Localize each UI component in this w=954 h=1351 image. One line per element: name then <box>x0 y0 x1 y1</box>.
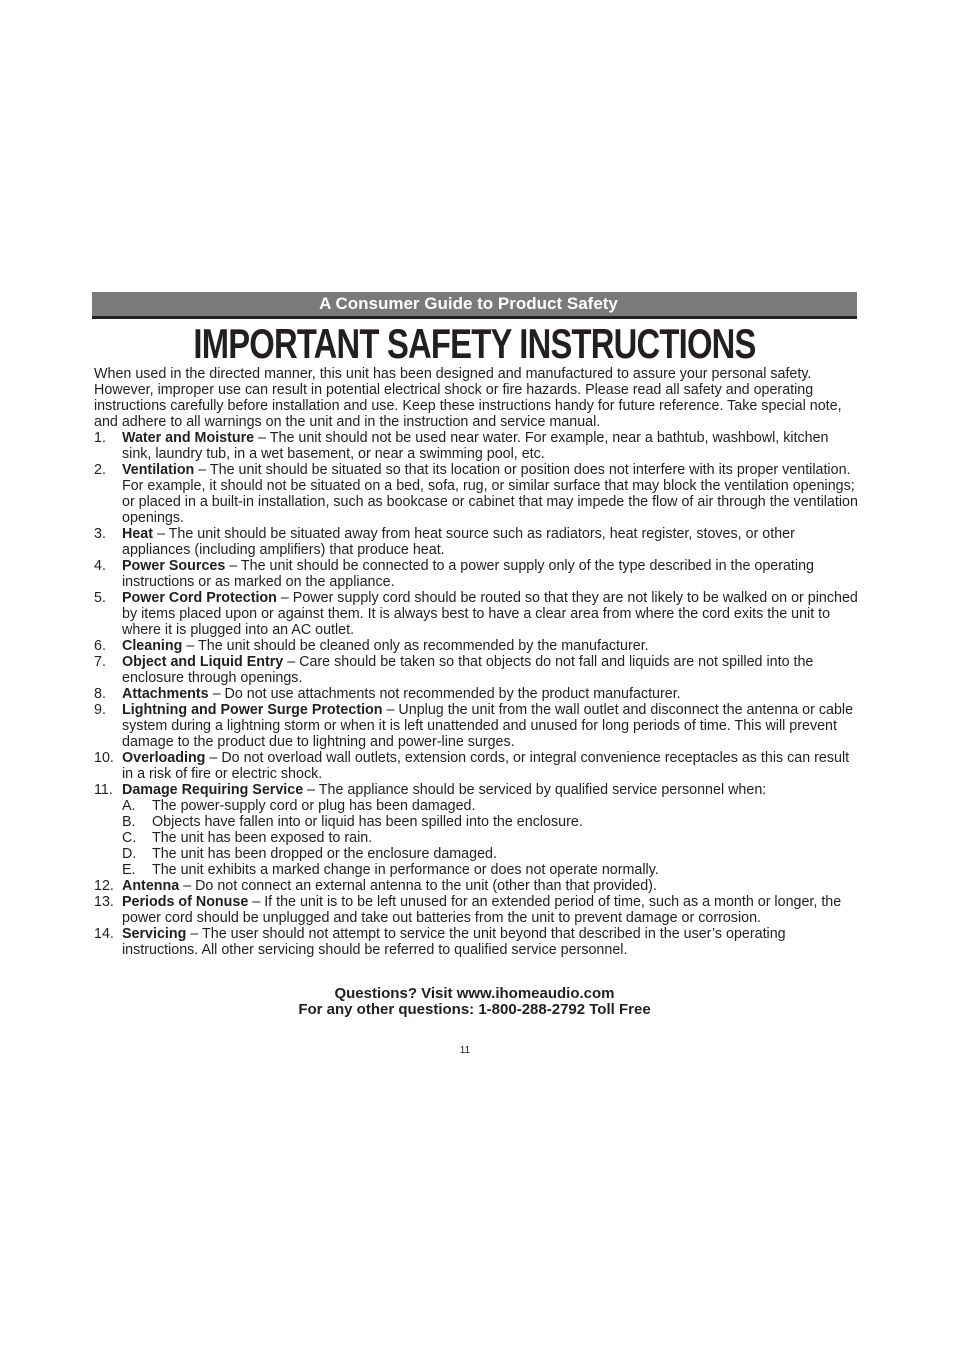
instruction-item <box>94 654 858 686</box>
item-title: Lightning and Power Surge Protection <box>122 702 383 718</box>
item-text: – The unit should not be used near water. For example, near a bathtub, washbowl, kitchen sink, laundry tub, in a wet basement, or near a swimming pool, etc. <box>122 430 829 462</box>
sub-item-text: Objects have fallen into or liquid has been spilled into the enclosure. <box>152 814 583 830</box>
website-line: Questions? Visit www.ihomeaudio.com <box>334 985 615 1002</box>
instruction-item <box>94 878 858 894</box>
item-title: Ventilation <box>122 462 195 478</box>
instruction-item <box>94 702 858 750</box>
item-title: Periods of Nonuse <box>122 894 249 910</box>
item-text: – The unit should be connected to a power supply only of the type described in the operating instructions or as marked on the appliance. <box>122 558 814 590</box>
item-text: – The user should not attempt to service the unit beyond that described in the user’s operating instructions. All other servicing should be referred to qualified service personnel. <box>122 926 786 958</box>
sub-item-text: The power-supply cord or plug has been damaged. <box>152 798 476 814</box>
instruction-item <box>94 430 858 462</box>
instruction-item <box>94 686 858 702</box>
page-number: 11 <box>459 1045 471 1056</box>
item-title: Antenna <box>122 878 180 894</box>
item-text: – Do not use attachments not recommended by the product manufacturer. <box>208 686 681 702</box>
sub-item-letter: C. <box>122 830 137 846</box>
item-number: 14. <box>94 926 114 942</box>
contact-footer <box>92 986 857 1018</box>
sub-item-letter: E. <box>122 862 136 878</box>
item-number: 7. <box>94 654 106 670</box>
instruction-item <box>94 590 858 638</box>
item-title: Attachments <box>122 686 209 702</box>
instruction-item <box>94 638 858 654</box>
item-text: – Do not overload wall outlets, extension cords, or integral convenience receptacles as this can result in a risk of fire or electric shock. <box>122 750 850 782</box>
banner-title: A Consumer Guide to Product Safety <box>319 294 618 313</box>
item-title: Servicing <box>122 926 187 942</box>
sub-item-text: The unit exhibits a marked change in performance or does not operate normally. <box>152 862 659 878</box>
item-title: Water and Moisture <box>122 430 255 446</box>
item-text: – The unit should be situated so that its location or position does not interfere with its proper ventilation. For example, it should not be situated on a bed, sofa, rug, or similar surface that may block the ventilation openings; or placed in a built-in installation, such as bookcase or cabinet that may impede the flow of air through the ventilation openings. <box>122 462 858 526</box>
intro-paragraph: When used in the directed manner, this unit has been designed and manufactured to assure your personal safety. However, improper use can result in potential electrical shock or fire hazards. Please read all safety and operating instructions carefully before installation and use. Keep these instructions handy for future reference. Take special note, and adhere to all warnings on the unit and in the instruction and service manual. <box>94 366 842 430</box>
instruction-item <box>94 750 858 782</box>
item-text: – If the unit is to be left unused for an extended period of time, such as a month or longer, the power cord should be unplugged and take out batteries from the unit to prevent damage or corrosion. <box>122 894 842 926</box>
sub-list <box>122 798 858 878</box>
item-number: 1. <box>94 430 106 446</box>
item-number: 13. <box>94 894 114 910</box>
item-title: Overloading <box>122 750 206 766</box>
instruction-item <box>94 526 858 558</box>
item-title: Power Cord Protection <box>122 590 277 606</box>
sub-item <box>122 830 858 846</box>
instruction-item <box>94 926 858 958</box>
item-number: 10. <box>94 750 114 766</box>
sub-item <box>122 798 858 814</box>
item-number: 12. <box>94 878 114 894</box>
instructions-list <box>94 430 858 958</box>
item-text: – Care should be taken so that objects do not fall and liquids are not spilled into the enclosure through openings. <box>122 654 814 686</box>
item-number: 11. <box>94 782 113 798</box>
item-title: Object and Liquid Entry <box>122 654 284 670</box>
item-number: 2. <box>94 462 106 478</box>
instruction-item <box>94 558 858 590</box>
item-number: 4. <box>94 558 106 574</box>
item-text: – Unplug the unit from the wall outlet and disconnect the antenna or cable system during a lightning storm or when it is left unattended and unused for long periods of time. This will prevent damage to the product due to lightning and power-line surges. <box>122 702 854 750</box>
safety-content <box>94 366 858 958</box>
instruction-item <box>94 462 858 526</box>
item-number: 9. <box>94 702 106 718</box>
sub-item-letter: D. <box>122 846 137 862</box>
sub-item <box>122 846 858 862</box>
sub-item <box>122 814 858 830</box>
sub-item-text: The unit has been dropped or the enclosure damaged. <box>152 846 497 862</box>
sub-item <box>122 862 858 878</box>
instruction-item <box>94 782 858 878</box>
item-title: Power Sources <box>122 558 226 574</box>
item-title: Damage Requiring Service <box>122 782 304 798</box>
sub-item-letter: A. <box>122 798 136 814</box>
phone-line: For any other questions: 1-800-288-2792 Toll Free <box>298 1001 651 1018</box>
item-text: – The appliance should be serviced by qualified service personnel when: <box>303 782 767 798</box>
item-number: 3. <box>94 526 106 542</box>
page-title: IMPORTANT SAFETY INSTRUCTIONS <box>193 320 756 367</box>
item-title: Cleaning <box>122 638 183 654</box>
item-title: Heat <box>122 526 153 542</box>
section-banner <box>92 292 857 319</box>
item-text: – The unit should be situated away from heat source such as radiators, heat register, stoves, or other appliances (including amplifiers) that produce heat. <box>122 526 795 558</box>
sub-item-text: The unit has been exposed to rain. <box>152 830 373 846</box>
sub-item-letter: B. <box>122 814 136 830</box>
item-text: – Do not connect an external antenna to the unit (other than that provided). <box>179 878 657 894</box>
item-number: 6. <box>94 638 106 654</box>
item-text: – The unit should be cleaned only as recommended by the manufacturer. <box>182 638 649 654</box>
item-text: – Power supply cord should be routed so that they are not likely to be walked on or pinched by items placed upon or against them. It is always best to have a clear area from where the cord exits the unit to where it is plugged into an AC outlet. <box>122 590 858 638</box>
item-number: 8. <box>94 686 106 702</box>
item-number: 5. <box>94 590 106 606</box>
instruction-item <box>94 894 858 926</box>
